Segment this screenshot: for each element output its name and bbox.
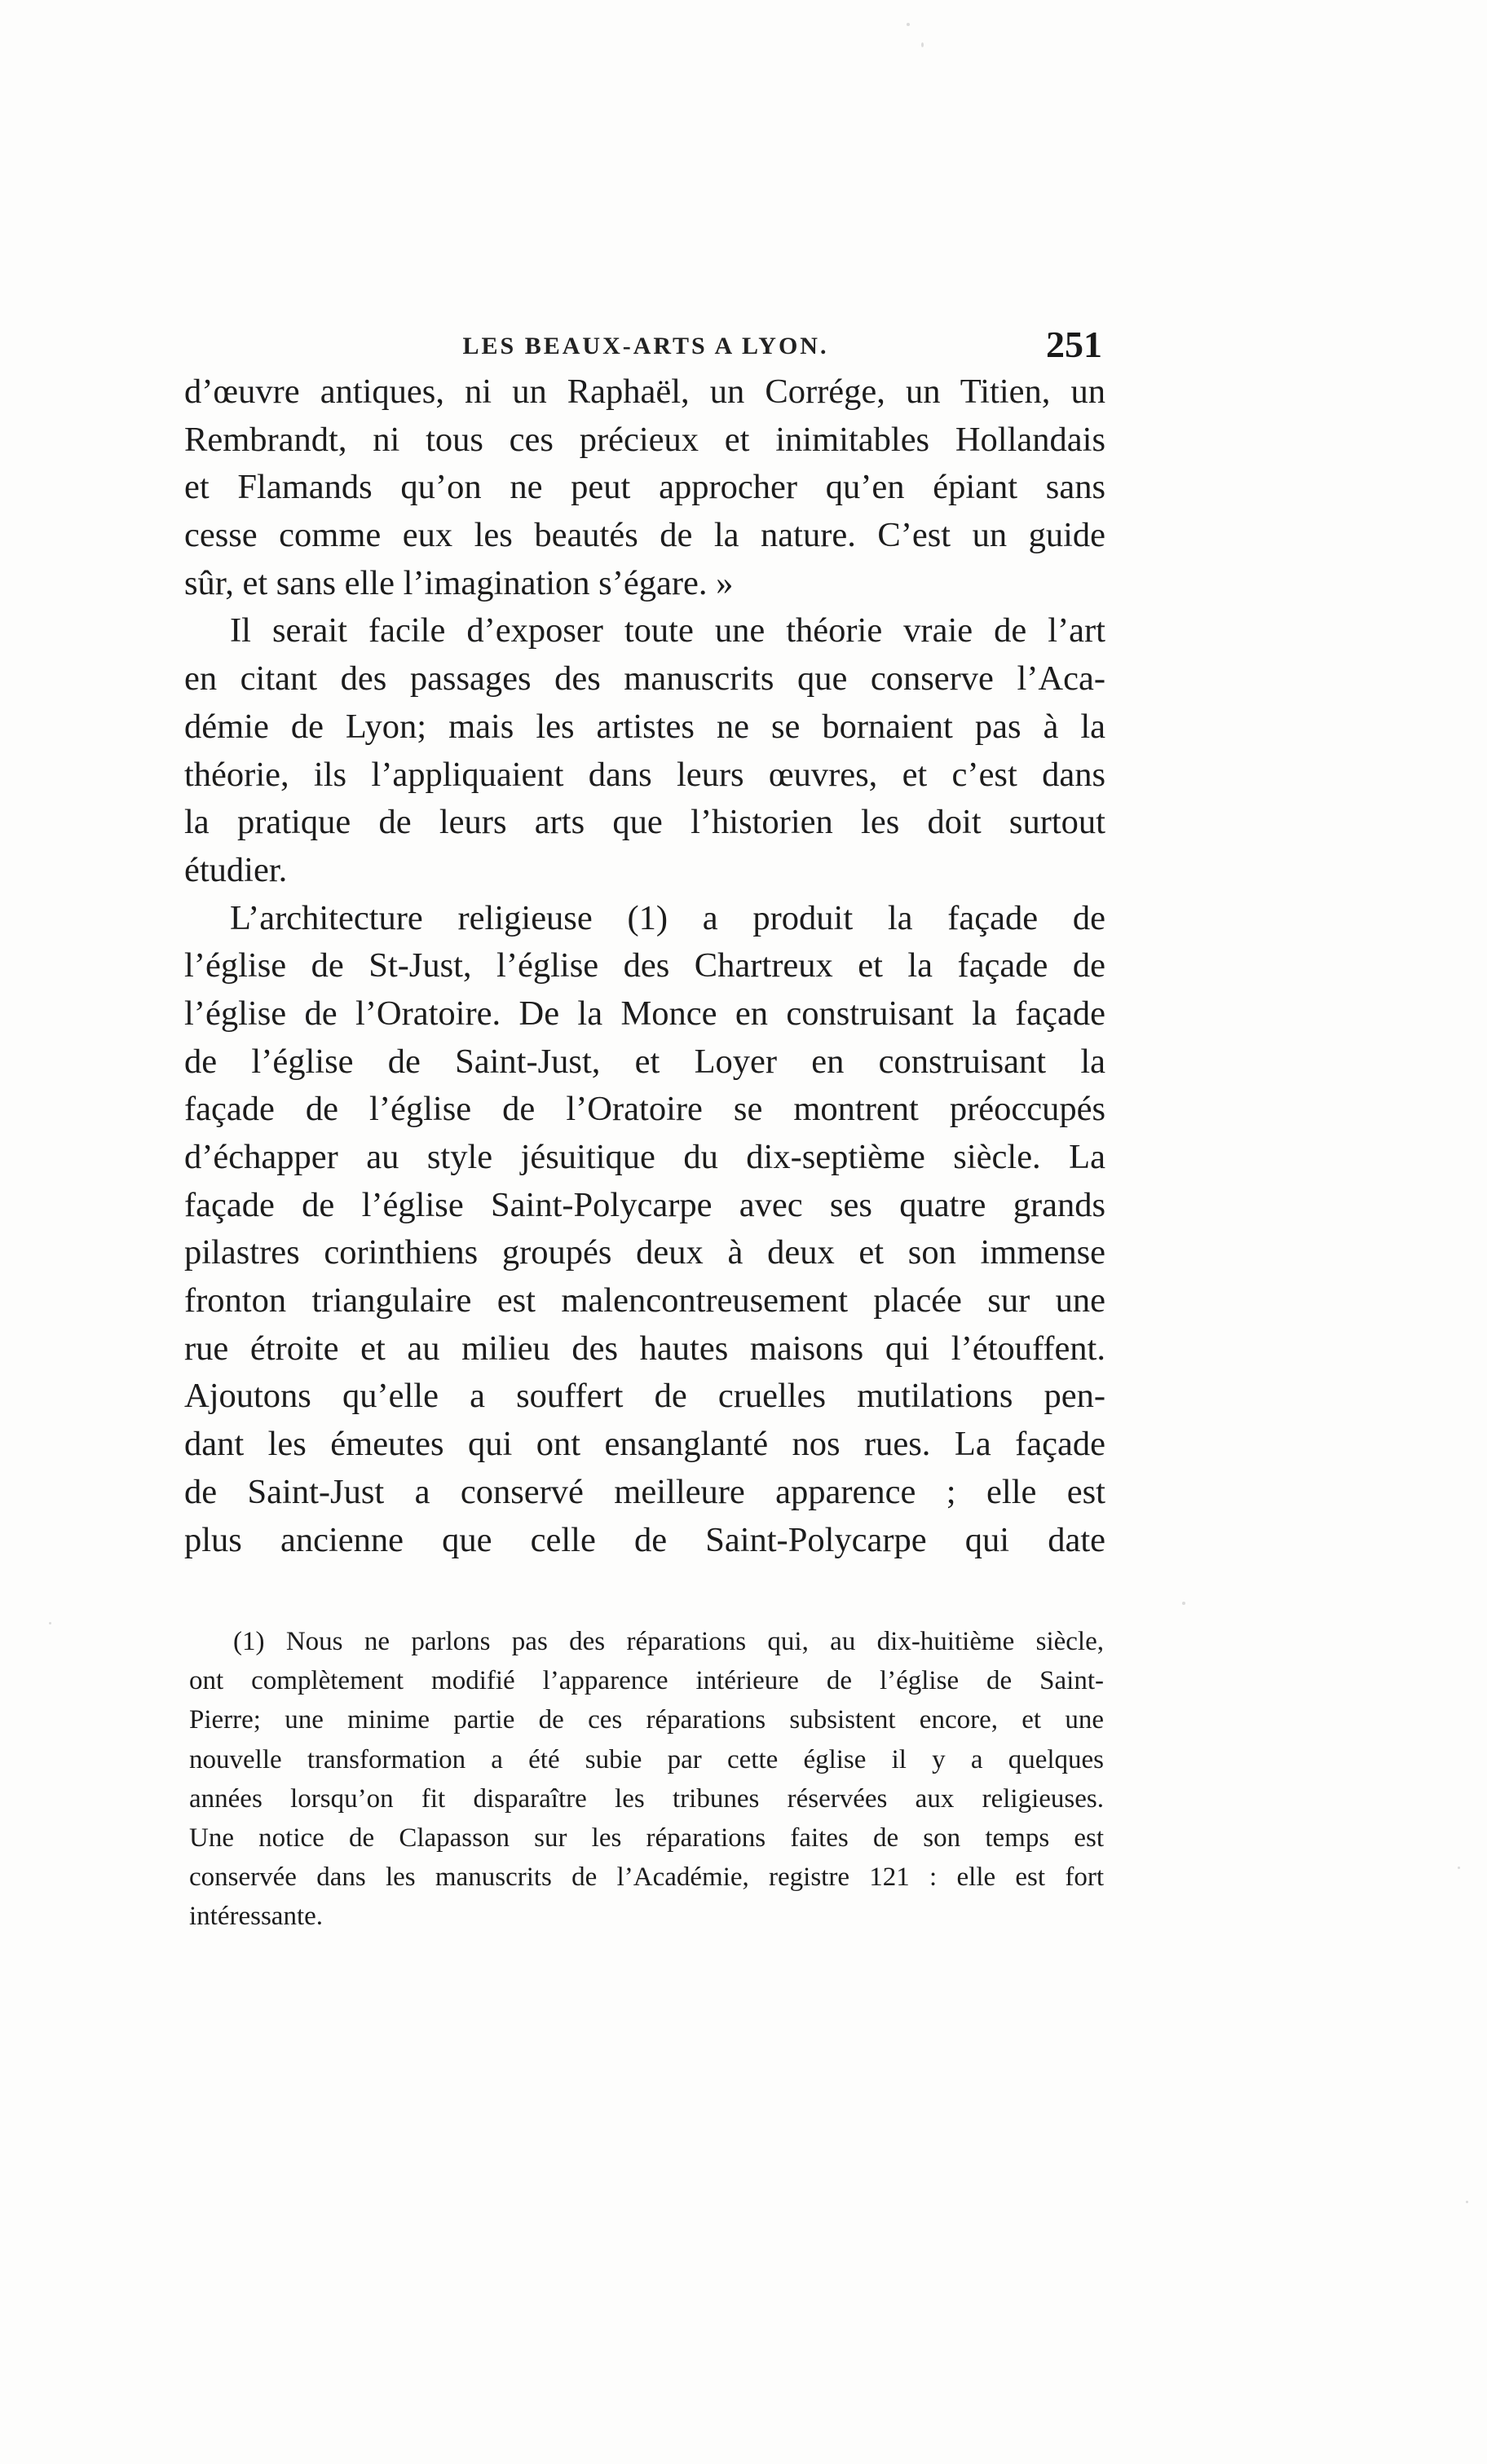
text-line: de l’église de Saint-Just, et Loyer en construisant la [184, 1042, 1105, 1081]
text-line: Il serait facile d’exposer toute une théorie vraie de l’art [230, 611, 1105, 650]
text-line: démie de Lyon; mais les artistes ne se bornaient pas à la [184, 707, 1105, 746]
scan-speck [1182, 1602, 1185, 1605]
footnote-line: nouvelle transformation a été subie par cette église il y a quelques [189, 1744, 1104, 1774]
body-text [184, 368, 1105, 1564]
footnote-line: années lorsqu’on fit disparaître les tribunes réservées aux religieuses. [189, 1783, 1104, 1814]
text-line: cesse comme eux les beautés de la nature. C’est un guide [184, 516, 1105, 555]
footnote-line: ont complètement modifié l’apparence intérieure de l’église de Saint- [189, 1666, 1104, 1696]
footnote-line: (1) Nous ne parlons pas des réparations qui, au dix-huitième siècle, [233, 1627, 1104, 1656]
running-head [189, 323, 1102, 372]
text-line: Rembrandt, ni tous ces précieux et inimitables Hollandais [184, 420, 1105, 459]
text-line: façade de l’église Saint-Polycarpe avec ses quatre grands [184, 1185, 1105, 1224]
footnote-line: intéressante. [189, 1902, 324, 1932]
scan-speck [49, 1622, 51, 1624]
text-line: dant les émeutes qui ont ensanglanté nos rues. La façade [184, 1425, 1105, 1464]
text-line: théorie, ils l’appliquaient dans leurs œuvres, et c’est dans [184, 755, 1105, 794]
text-line: plus ancienne que celle de Saint-Polycarpe qui date [184, 1520, 1105, 1559]
text-line: d’échapper au style jésuitique du dix-septième siècle. La [184, 1138, 1105, 1176]
text-line: la pratique de leurs arts que l’historien les doit surtout [184, 803, 1105, 842]
text-line: rue étroite et au milieu des hautes maisons qui l’étouffent. [184, 1329, 1105, 1368]
text-line: en citant des passages des manuscrits que conserve l’Aca- [184, 659, 1105, 699]
scan-speck [1458, 1867, 1460, 1869]
page-number: 251 [1046, 324, 1102, 365]
text-line: l’église de l’Oratoire. De la Monce en construisant la façade [184, 994, 1105, 1033]
text-line: L’architecture religieuse (1) a produit la façade de [230, 898, 1105, 937]
footnote-line: Pierre; une minime partie de ces réparations subsistent encore, et une [189, 1705, 1104, 1735]
text-line: pilastres corinthiens groupés deux à deux et son immense [184, 1233, 1105, 1272]
text-line: sûr, et sans elle l’imagination s’égare. » [184, 563, 734, 602]
scan-speck [907, 23, 910, 26]
text-line: Ajoutons qu’elle a souffert de cruelles mutilations pen- [184, 1377, 1105, 1416]
text-line: et Flamands qu’on ne peut approcher qu’en épiant sans [184, 468, 1105, 507]
text-line: d’œuvre antiques, ni un Raphaël, un Corrége, un Titien, un [184, 372, 1105, 411]
text-line: étudier. [184, 850, 288, 889]
footnote-line: Une notice de Clapasson sur les réparations faites de son temps est [189, 1823, 1104, 1853]
footnotes [189, 1622, 1104, 1937]
scan-speck [1466, 2201, 1468, 2203]
scan-speck [921, 42, 924, 47]
text-line: l’église de St-Just, l’église des Chartreux et la façade de [184, 946, 1105, 985]
text-line: façade de l’église de l’Oratoire se montrent préoccupés [184, 1090, 1105, 1129]
running-title: LES BEAUX-ARTS A LYON. [462, 333, 829, 359]
text-line: de Saint-Just a conservé meilleure apparence ; elle est [184, 1472, 1105, 1511]
text-line: fronton triangulaire est malencontreusement placée sur une [184, 1281, 1105, 1320]
footnote-line: conservée dans les manuscrits de l’Académie, registre 121 : elle est fort [189, 1862, 1104, 1893]
